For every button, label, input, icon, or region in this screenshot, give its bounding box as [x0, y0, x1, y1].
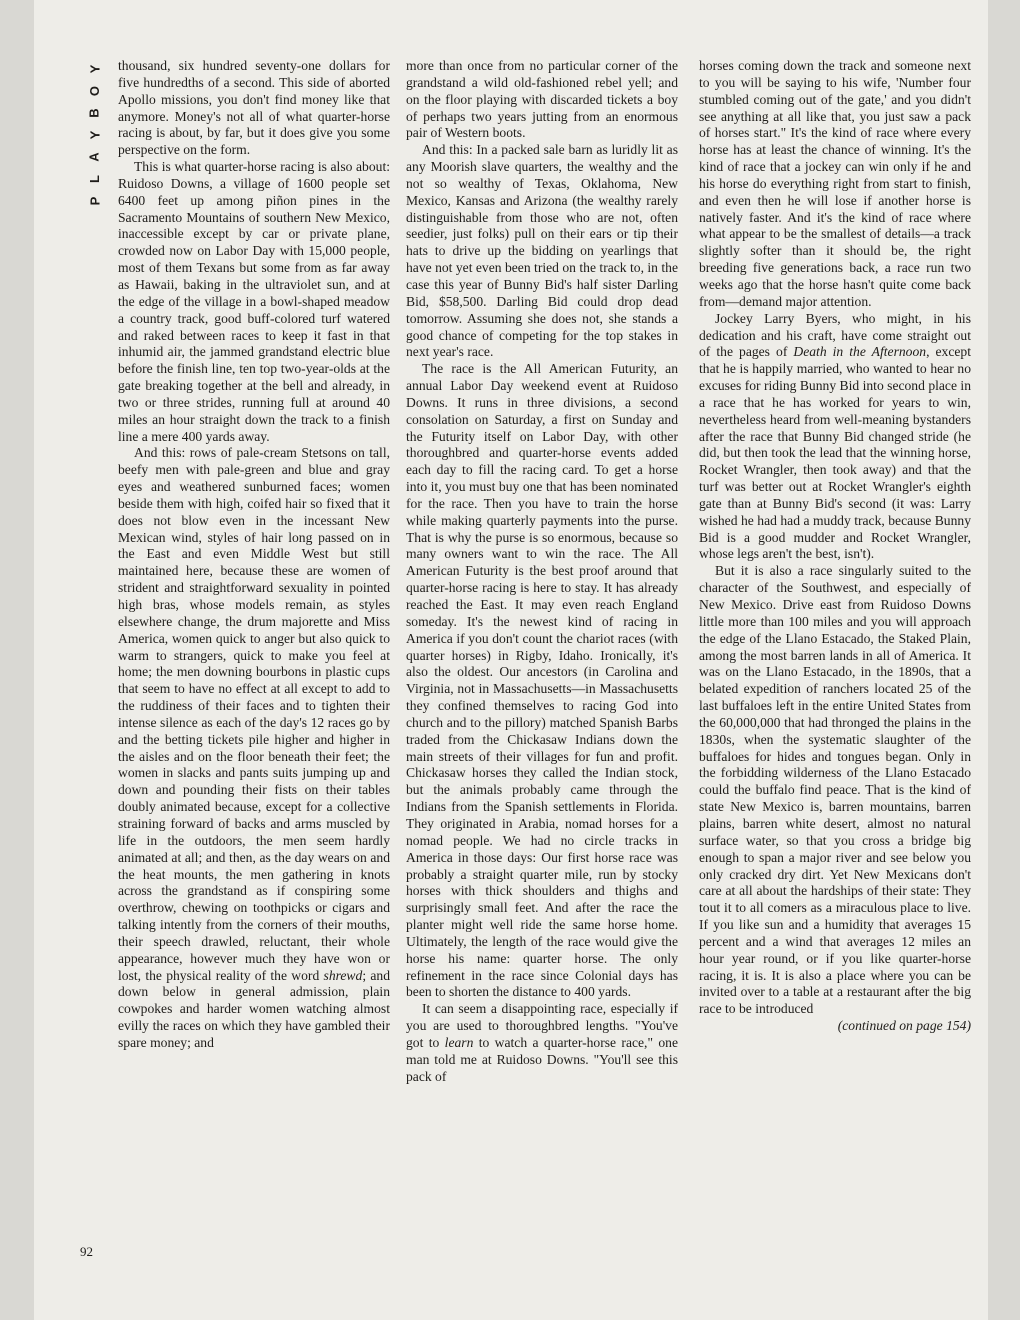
- page-number: 92: [80, 1244, 93, 1259]
- running-head-letter: L: [86, 175, 102, 183]
- running-head-letter: P: [86, 196, 102, 206]
- magazine-page: [34, 0, 988, 1320]
- column-3: [699, 58, 971, 1035]
- paragraph: And this: In a packed sale barn as luridly lit as any Moorish slave quarters, the wealthy and the not so wealthy of Texas, Oklahoma, New Mexico, Kansas and Arizona (the wealthy rarely distinguishable from those who are not, often seedier, just folks) pull on their ears or tip their hats to drive up the bidding on yearlings that have not yet even been tried on the track to, in the case this year of Bunny Bid's half sister Darling Bid, $58,500. Darling Bid could drop dead tomorrow. Assuming she does not, she stands a good chance of competing for the top stakes in next year's race.: [406, 142, 678, 360]
- paragraph: more than once from no particular corner of the grandstand a wild old-fashioned rebel yell; and on the floor playing with discarded tickets a boy of perhaps two years jutting from an enormous pair of Western boots.: [406, 58, 678, 141]
- magazine-running-head: [84, 58, 106, 228]
- running-head-letter: Y: [86, 130, 102, 140]
- running-head-letter: O: [87, 85, 102, 97]
- running-head-letter: Y: [86, 64, 102, 74]
- paragraph: Jockey Larry Byers, who might, in his dedication and his craft, have come straight out of the pages of Death in the Afternoon, except that he is happily married, who wanted to hear no excuses for riding Bunny Bid into second place in a race that he has worked for years to win, nevertheless heard from well-meaning bystanders after the race that Bunny Bid changed stride (he did, but then took the lead that the winning horse, Rocket Wrangler, then took away) and that the turf was better out at Rocket Wrangler's eighth gate than at Bunny Bid's second (it was: Larry wished he had had a muddy track, because Bunny Bid is a good mudder and Rocket Wrangler, whose legs aren't the best, isn't).: [699, 310, 971, 562]
- column-1: [118, 58, 390, 1052]
- paragraph: It can seem a disappointing race, especially if you are used to thoroughbred lengths. "You've got to learn to watch a quarter-horse race," one man told me at Ruidoso Downs. "You'll see this pack of: [406, 1001, 678, 1084]
- paragraph: This is what quarter-horse racing is also about: Ruidoso Downs, a village of 1600 people set 6400 feet up among piñon pines in the Sacramento Mountains of southern New Mexico, inaccessible except by car or private plane, crowded now on Labor Day with 15,000 people, most of them Texans but some from as far away as Hawaii, baking in the ultraviolet sun, and at the edge of the village in a bowl-shaped meadow a country track, good buff-colored turf watered and raked between races to keep it fast in that inhumid air, the jammed grandstand electric blue before the finish line, ten top two-year-olds at the gate breaking together at the bell and already, in two or three strides, running full at around 40 miles an hour straight down the track to a finish line a mere 400 yards away.: [118, 159, 390, 444]
- column-2: [406, 58, 678, 1085]
- paragraph: And this: rows of pale-cream Stetsons on tall, beefy men with pale-green and blue and gray eyes and weathered sunburned faces; women beside them with high, coifed hair so fixed that it does not blow even in the incessant New Mexican wind, styles of hair long passed on in the East and even Middle West but still maintained here, because these are women of strident and straightforward sexuality in pointed high bras, whose models remain, as styles elsewhere change, the drum majorette and Miss America, women quick to anger but also quick to warm to strangers, quick to make you feel at home; the men downing bourbons in plastic cups that seem to have no effect at all except to add to the ruddiness of their faces and to tighten their intense silence as each of the day's 12 races go by and the betting tickets pile higher and higher in the aisles and on the floor beneath their feet; the women in slacks and pants suits jumping up and down and pounding their fists on their tables doubly animated because, except for a collective straining forward of backs and arms muscled by life in the outdoors, the men seem hardly animated at all; and then, as the day wears on and the heat mounts, the men gathering in knots across the grandstand as if conspiring some overthrow, chewing on toothpicks or cigars and talking intently from the corners of their mouths, their speech drawled, reluctant, their whole appearance, however much they have won or lost, the physical reality of the word shrewd; and down below in general admission, plain cowpokes and harder women watching almost evilly the races on which they have gambled their spare money; and: [118, 445, 390, 1050]
- paragraph: thousand, six hundred seventy-one dollars for five hundredths of a second. This side of aborted Apollo missions, you don't find money like that anymore. Money's not all of what quarter-horse racing is about, by far, but it does give you some perspective on the form.: [118, 58, 390, 158]
- paragraph: But it is also a race singularly suited to the character of the Southwest, and especially of New Mexico. Drive east from Ruidoso Downs little more than 100 miles and you will approach the edge of the Llano Estacado, the Staked Plain, among the most barren lands in all of America. It was on the Llano Estacado, in the 1890s, that a belated expedition of ranchers located 25 of the last buffaloes left in the entire United States from the 60,000,000 that had thronged the plains in the 1830s, when the systematic slaughter of the buffaloes for hides and tongues began. Only in the forbidding wilderness of the Llano Estacado could the buffalo find peace. That is the kind of state New Mexico is, barren mountains, barren plains, barren white desert, almost no natural surface water, so that you cross a bridge big enough to span a major river and see below you only cracked dry dirt. Yet New Mexicans don't care at all about the hardships of their state: They tout it to all comers as a miraculous place to live. If you like sun and a humidity that averages 15 percent and a wind that averages 12 miles an hour year round, or if you like quarter-horse racing, it is. It is also a place where you can be invited over to a table at a restaurant after the big race to be introduced: [699, 563, 971, 1017]
- running-head-letter: B: [86, 108, 102, 118]
- paragraph: The race is the All American Futurity, an annual Labor Day weekend event at Ruidoso Downs. It runs in three divisions, a second consolation on Saturday, a first on Sunday and the Futurity itself on Labor Day, with other thoroughbred and quarter-horse events added each day to fill the racing card. To get a horse into it, you must buy one that has been nominated for the race. Then you have to train the horse while making quarterly payments into the purse. That is why the purse is so enormous, because so many owners want to win the race. The All American Futurity is the best proof around that quarter-horse racing is here to stay. It has already reached the East. It may even reach England someday. It's the newest kind of racing in America if you don't count the chariot races (with quarter horses) in Rigby, Idaho. Ironically, it's also the oldest. Our ancestors (in Carolina and Virginia, not in Massachusetts—in Massachusetts they confined themselves to racing God into church and to the pillory) matched Spanish Barbs traded from the Chickasaw Indians down the main streets of their villages for fun and profit. Chickasaw horses they called the Indian stock, but the animals probably came through the Indians from the Spanish settlements in Florida. They originated in Arabia, nomad horses for a nomad people. We had no circle tracks in America in those days: Our first horse race was probably a straight quarter mile, run by stocky horses with thick shoulders and thighs and surprisingly small feet. And after the race the planter might well ride the same horse home. Ultimately, the length of the race would give the horse his name: quarter horse. The only refinement in the race since Colonial days has been to shorten the distance to 400 yards.: [406, 361, 678, 1000]
- paragraph: horses coming down the track and someone next to you will be saying to his wife, 'Number four stumbled coming out of the gate,' and you didn't see anything at all like that, you just saw a pack of horses start." It's the kind of race where every horse has at least the chance of winning. It's the kind of race that a jockey can win only if he and his horse do everything right from start to finish, and even then he will lose if another horse is natively faster. And it's the kind of race where what appear to be the smallest of details—a track slightly softer than it should be, the right breeding five generations back, a race run two weeks ago that the horse hasn't quite come back from—demand major attention.: [699, 58, 971, 309]
- continued-on-note[interactable]: (continued on page 154): [837, 1018, 971, 1034]
- running-head-letter: A: [86, 152, 102, 162]
